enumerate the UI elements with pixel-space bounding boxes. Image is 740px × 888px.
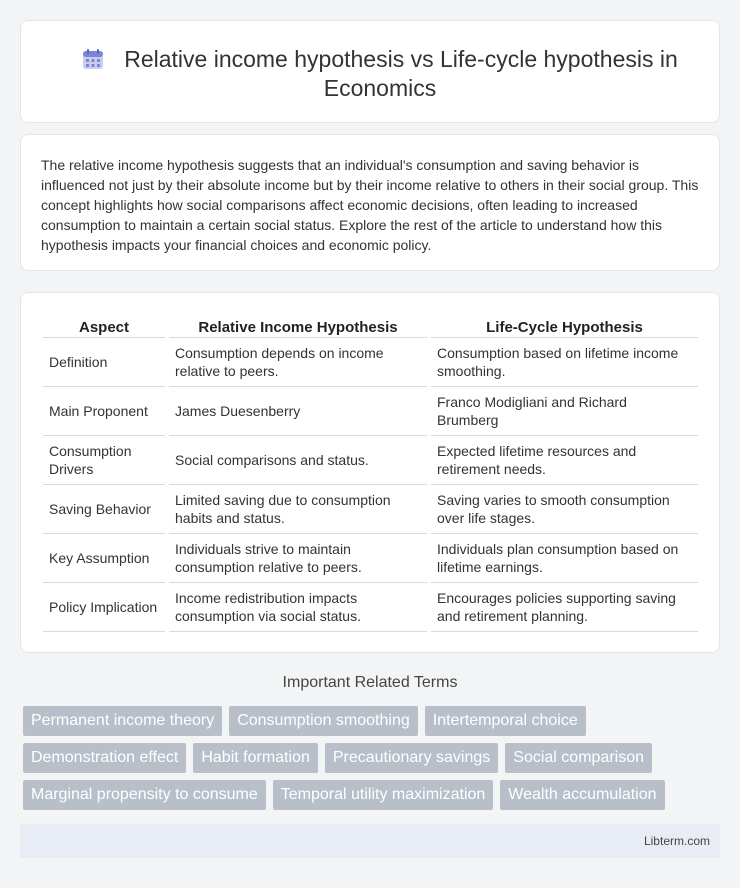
intro-card xyxy=(20,134,720,271)
row-life-cycle: Individuals plan consumption based on lifetime earnings. xyxy=(429,533,698,582)
row-aspect: Saving Behavior xyxy=(43,484,167,533)
row-relative-income: James Duesenberry xyxy=(167,386,429,435)
column-header-relative-income: Relative Income Hypothesis xyxy=(167,315,429,337)
comparison-table xyxy=(43,315,698,632)
row-life-cycle: Encourages policies supporting saving and retirement planning. xyxy=(429,582,698,631)
related-term-tag[interactable]: Precautionary savings xyxy=(325,743,498,773)
footer-brand-link[interactable]: Libterm.com xyxy=(643,834,710,848)
related-term-tag[interactable]: Social comparison xyxy=(505,743,652,773)
row-relative-income: Limited saving due to consumption habits and status. xyxy=(167,484,429,533)
row-aspect: Definition xyxy=(43,337,167,386)
intro-paragraph: The relative income hypothesis suggests that an individual's consumption and saving behavior is influenced not just by their absolute income but by their income relative to others in their social group. This concept highlights how social comparisons affect economic decisions, often leading to increased consumption to maintain a certain social status. Explore the rest of the article to understand how this hypothesis impacts your financial choices and economic policy. xyxy=(41,157,699,253)
row-aspect: Consumption Drivers xyxy=(43,435,167,484)
related-term-tag[interactable]: Permanent income theory xyxy=(23,706,222,736)
row-aspect: Main Proponent xyxy=(43,386,167,435)
row-life-cycle: Saving varies to smooth consumption over life stages. xyxy=(429,484,698,533)
title-card xyxy=(20,20,720,123)
page-title xyxy=(61,45,699,103)
related-terms-row xyxy=(23,743,652,773)
row-relative-income: Consumption depends on income relative to peers. xyxy=(167,337,429,386)
related-terms-row xyxy=(23,706,586,736)
related-term-tag[interactable]: Marginal propensity to consume xyxy=(23,780,266,810)
table-row xyxy=(43,533,698,582)
related-term-tag[interactable]: Consumption smoothing xyxy=(229,706,418,736)
related-term-tag[interactable]: Demonstration effect xyxy=(23,743,186,773)
table-row xyxy=(43,386,698,435)
calendar-icon xyxy=(82,48,104,70)
table-row xyxy=(43,582,698,631)
row-life-cycle: Expected lifetime resources and retirement needs. xyxy=(429,435,698,484)
row-aspect: Key Assumption xyxy=(43,533,167,582)
related-terms-row xyxy=(23,780,665,810)
table-row xyxy=(43,337,698,386)
page-title-text: Relative income hypothesis vs Life-cycle hypothesis in Economics xyxy=(124,46,678,101)
column-header-aspect: Aspect xyxy=(43,315,167,337)
column-header-life-cycle: Life-Cycle Hypothesis xyxy=(429,315,698,337)
comparison-card xyxy=(20,292,720,653)
row-relative-income: Social comparisons and status. xyxy=(167,435,429,484)
row-relative-income: Income redistribution impacts consumption via social status. xyxy=(167,582,429,631)
footer-bar xyxy=(20,824,720,858)
table-row xyxy=(43,484,698,533)
related-term-tag[interactable]: Wealth accumulation xyxy=(500,780,664,810)
related-term-tag[interactable]: Intertemporal choice xyxy=(425,706,586,736)
table-header-row xyxy=(43,315,698,337)
row-aspect: Policy Implication xyxy=(43,582,167,631)
related-terms-heading: Important Related Terms xyxy=(282,674,458,691)
related-term-tag[interactable]: Habit formation xyxy=(193,743,318,773)
related-term-tag[interactable]: Temporal utility maximization xyxy=(273,780,494,810)
row-relative-income: Individuals strive to maintain consumption relative to peers. xyxy=(167,533,429,582)
row-life-cycle: Franco Modigliani and Richard Brumberg xyxy=(429,386,698,435)
table-row xyxy=(43,435,698,484)
row-life-cycle: Consumption based on lifetime income smoothing. xyxy=(429,337,698,386)
